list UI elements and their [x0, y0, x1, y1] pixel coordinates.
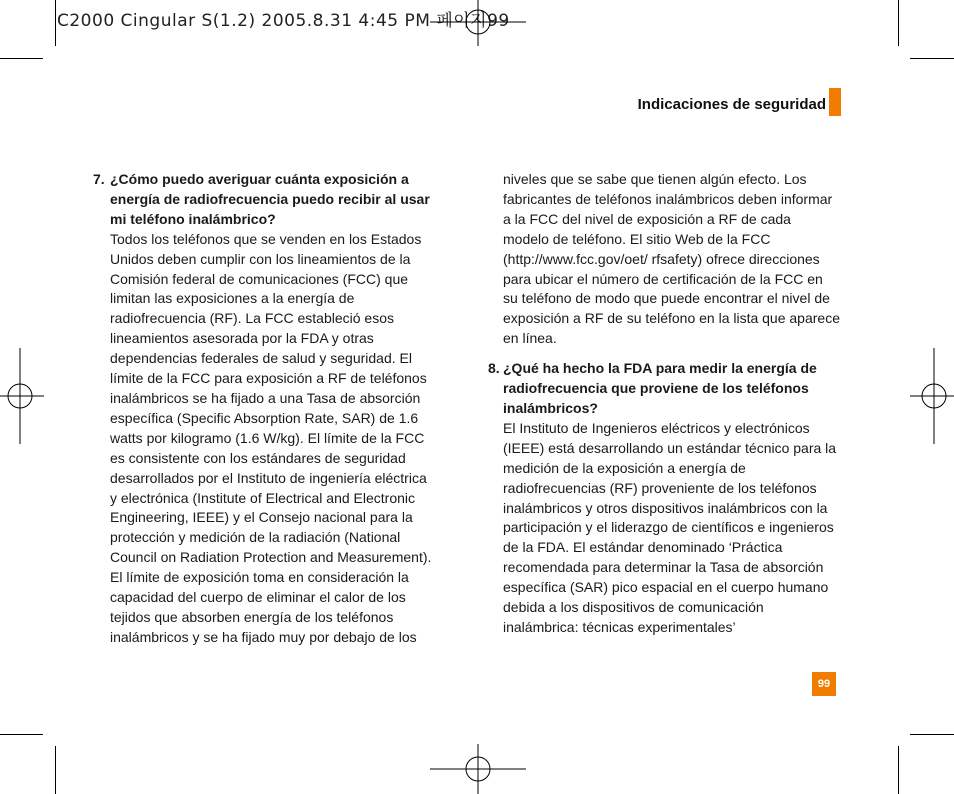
- printer-slug-line: C2000 Cingular S(1.2) 2005.8.31 4:45 PM 페이지99: [57, 11, 510, 31]
- registration-mark-top: [430, 0, 526, 50]
- question-8: [488, 359, 840, 419]
- section-header-title: Indicaciones de seguridad: [637, 96, 826, 113]
- question-8-text: ¿Qué ha hecho la FDA para medir la energía de radiofrecuencia que proviene de los teléfonos inalámbricos?: [503, 360, 817, 416]
- question-7-text: ¿Cómo puedo averiguar cuánta exposición a energía de radiofrecuencia puedo recibir al usar mi teléfono inalámbrico?: [110, 171, 430, 227]
- left-column: [93, 170, 433, 648]
- question-7: [93, 170, 433, 230]
- registration-mark-left: [0, 348, 44, 444]
- question-7-answer-continued: niveles que se sabe que tienen algún efecto. Los fabricantes de teléfonos inalámbricos deben informar a la FCC del nivel de exposición a RF de cada modelo de teléfono. El sitio Web de la FCC (http://www.fcc.gov/oet/ rfsafety) ofrece direcciones para ubicar el número de certificación de la FCC en su teléfono de modo que puede encontrar el nivel de exposición a RF de su teléfono en la lista que aparece en línea.: [503, 171, 840, 347]
- page-number-badge: 99: [812, 672, 836, 696]
- section-header-tab: [829, 88, 841, 116]
- question-7-number: 7.: [93, 171, 105, 187]
- question-7-answer: Todos los teléfonos que se venden en los Estados Unidos deben cumplir con los lineamientos de la Comisión federal de comunicaciones (FCC) que limitan las exposiciones a la energía de radiofrecuencia (RF). La FCC estableció esos lineamientos asesorada por la FDA y otras dependencias federales de salud y seguridad. El límite de la FCC para exposición a RF de teléfonos inalámbricos se ha fijado a una Tasa de absorción específica (Specific Absorption Rate, SAR) de 1.6 watts por kilogramo (1.6 W/kg). El límite de la FCC es consistente con los estándares de seguridad desarrollados por el Instituto de ingeniería eléctrica y electrónica (Institute of Electrical and Electronic Engineering, IEEE) y el Consejo nacional para la protección y medición de la radiación (National Council on Radiation Protection and Measurement). El límite de exposición toma en consideración la capacidad del cuerpo de eliminar el calor de los tejidos que absorben energía de los teléfonos inalámbricos y se ha fijado muy por debajo de los: [110, 230, 432, 645]
- question-8-answer: El Instituto de Ingenieros eléctricos y electrónicos (IEEE) está desarrollando un estándar técnico para la medición de la exposición a energía de radiofrecuencias (RF) proveniente de los teléfonos inalámbricos y otros dispositivos inalámbricos con la participación y el liderazgo de científicos e ingenieros de la FDA. El estándar denominado ‘Práctica recomendada para determinar la Tasa de absorción específica (SAR) pico espacial en el cuerpo humano debida a los dispositivos de comunicación inalámbrica: técnicas experimentales’: [503, 419, 837, 635]
- question-8-number: 8.: [488, 360, 500, 377]
- registration-mark-bottom: [430, 744, 526, 794]
- right-column: [488, 170, 840, 638]
- registration-mark-right: [910, 348, 954, 444]
